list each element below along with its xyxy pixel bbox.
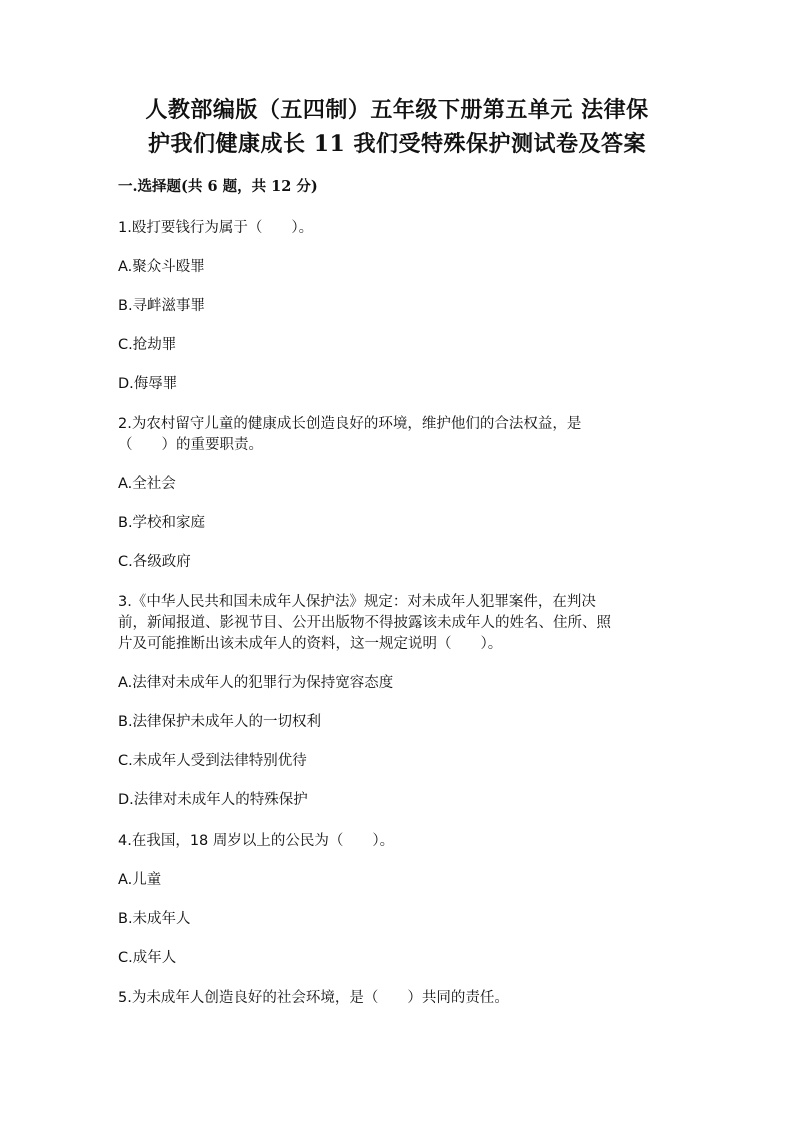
question-2-option-a: A.全社会 bbox=[118, 476, 176, 492]
question-2-option-b: B.学校和家庭 bbox=[118, 515, 206, 531]
question-3-text-line-1: 3.《中华人民共和国未成年人保护法》规定：对未成年人犯罪案件，在判决 bbox=[118, 594, 596, 610]
question-4-text: 4.在我国，18 周岁以上的公民为（ ）。 bbox=[118, 833, 395, 849]
question-1-option-a: A.聚众斗殴罪 bbox=[118, 259, 205, 275]
document-title-line-1: 人教部编版（五四制）五年级下册第五单元 法律保 bbox=[145, 97, 649, 123]
document-title-line-2: 护我们健康成长 11 我们受特殊保护测试卷及答案 bbox=[148, 131, 646, 157]
question-1-text: 1.殴打要钱行为属于（ ）。 bbox=[118, 220, 314, 236]
question-3-text-line-3: 片及可能推断出该未成年人的资料，这一规定说明（ ）。 bbox=[118, 636, 503, 652]
question-3-text-line-2: 前，新闻报道、影视节目、公开出版物不得披露该未成年人的姓名、住所、照 bbox=[118, 615, 611, 631]
question-1-option-b: B.寻衅滋事罪 bbox=[118, 298, 206, 314]
question-4-option-b: B.未成年人 bbox=[118, 911, 191, 927]
question-3-option-b: B.法律保护未成年人的一切权利 bbox=[118, 714, 322, 730]
question-1-option-d: D.侮辱罪 bbox=[118, 376, 178, 392]
question-1-option-c: C.抢劫罪 bbox=[118, 337, 177, 353]
question-3-option-c: C.未成年人受到法律特别优待 bbox=[118, 753, 307, 769]
question-3-option-a: A.法律对未成年人的犯罪行为保持宽容态度 bbox=[118, 675, 394, 691]
question-3-option-d: D.法律对未成年人的特殊保护 bbox=[118, 792, 308, 808]
section-heading: 一.选择题(共 6 题，共 12 分) bbox=[118, 178, 318, 195]
question-5-text: 5.为未成年人创造良好的社会环境，是（ ）共同的责任。 bbox=[118, 990, 509, 1006]
question-4-option-a: A.儿童 bbox=[118, 872, 162, 888]
question-2-option-c: C.各级政府 bbox=[118, 554, 191, 570]
question-4-option-c: C.成年人 bbox=[118, 950, 177, 966]
question-2-text-line-2: （ ）的重要职责。 bbox=[118, 437, 263, 453]
question-2-text-line-1: 2.为农村留守儿童的健康成长创造良好的环境，维护他们的合法权益，是 bbox=[118, 416, 582, 432]
